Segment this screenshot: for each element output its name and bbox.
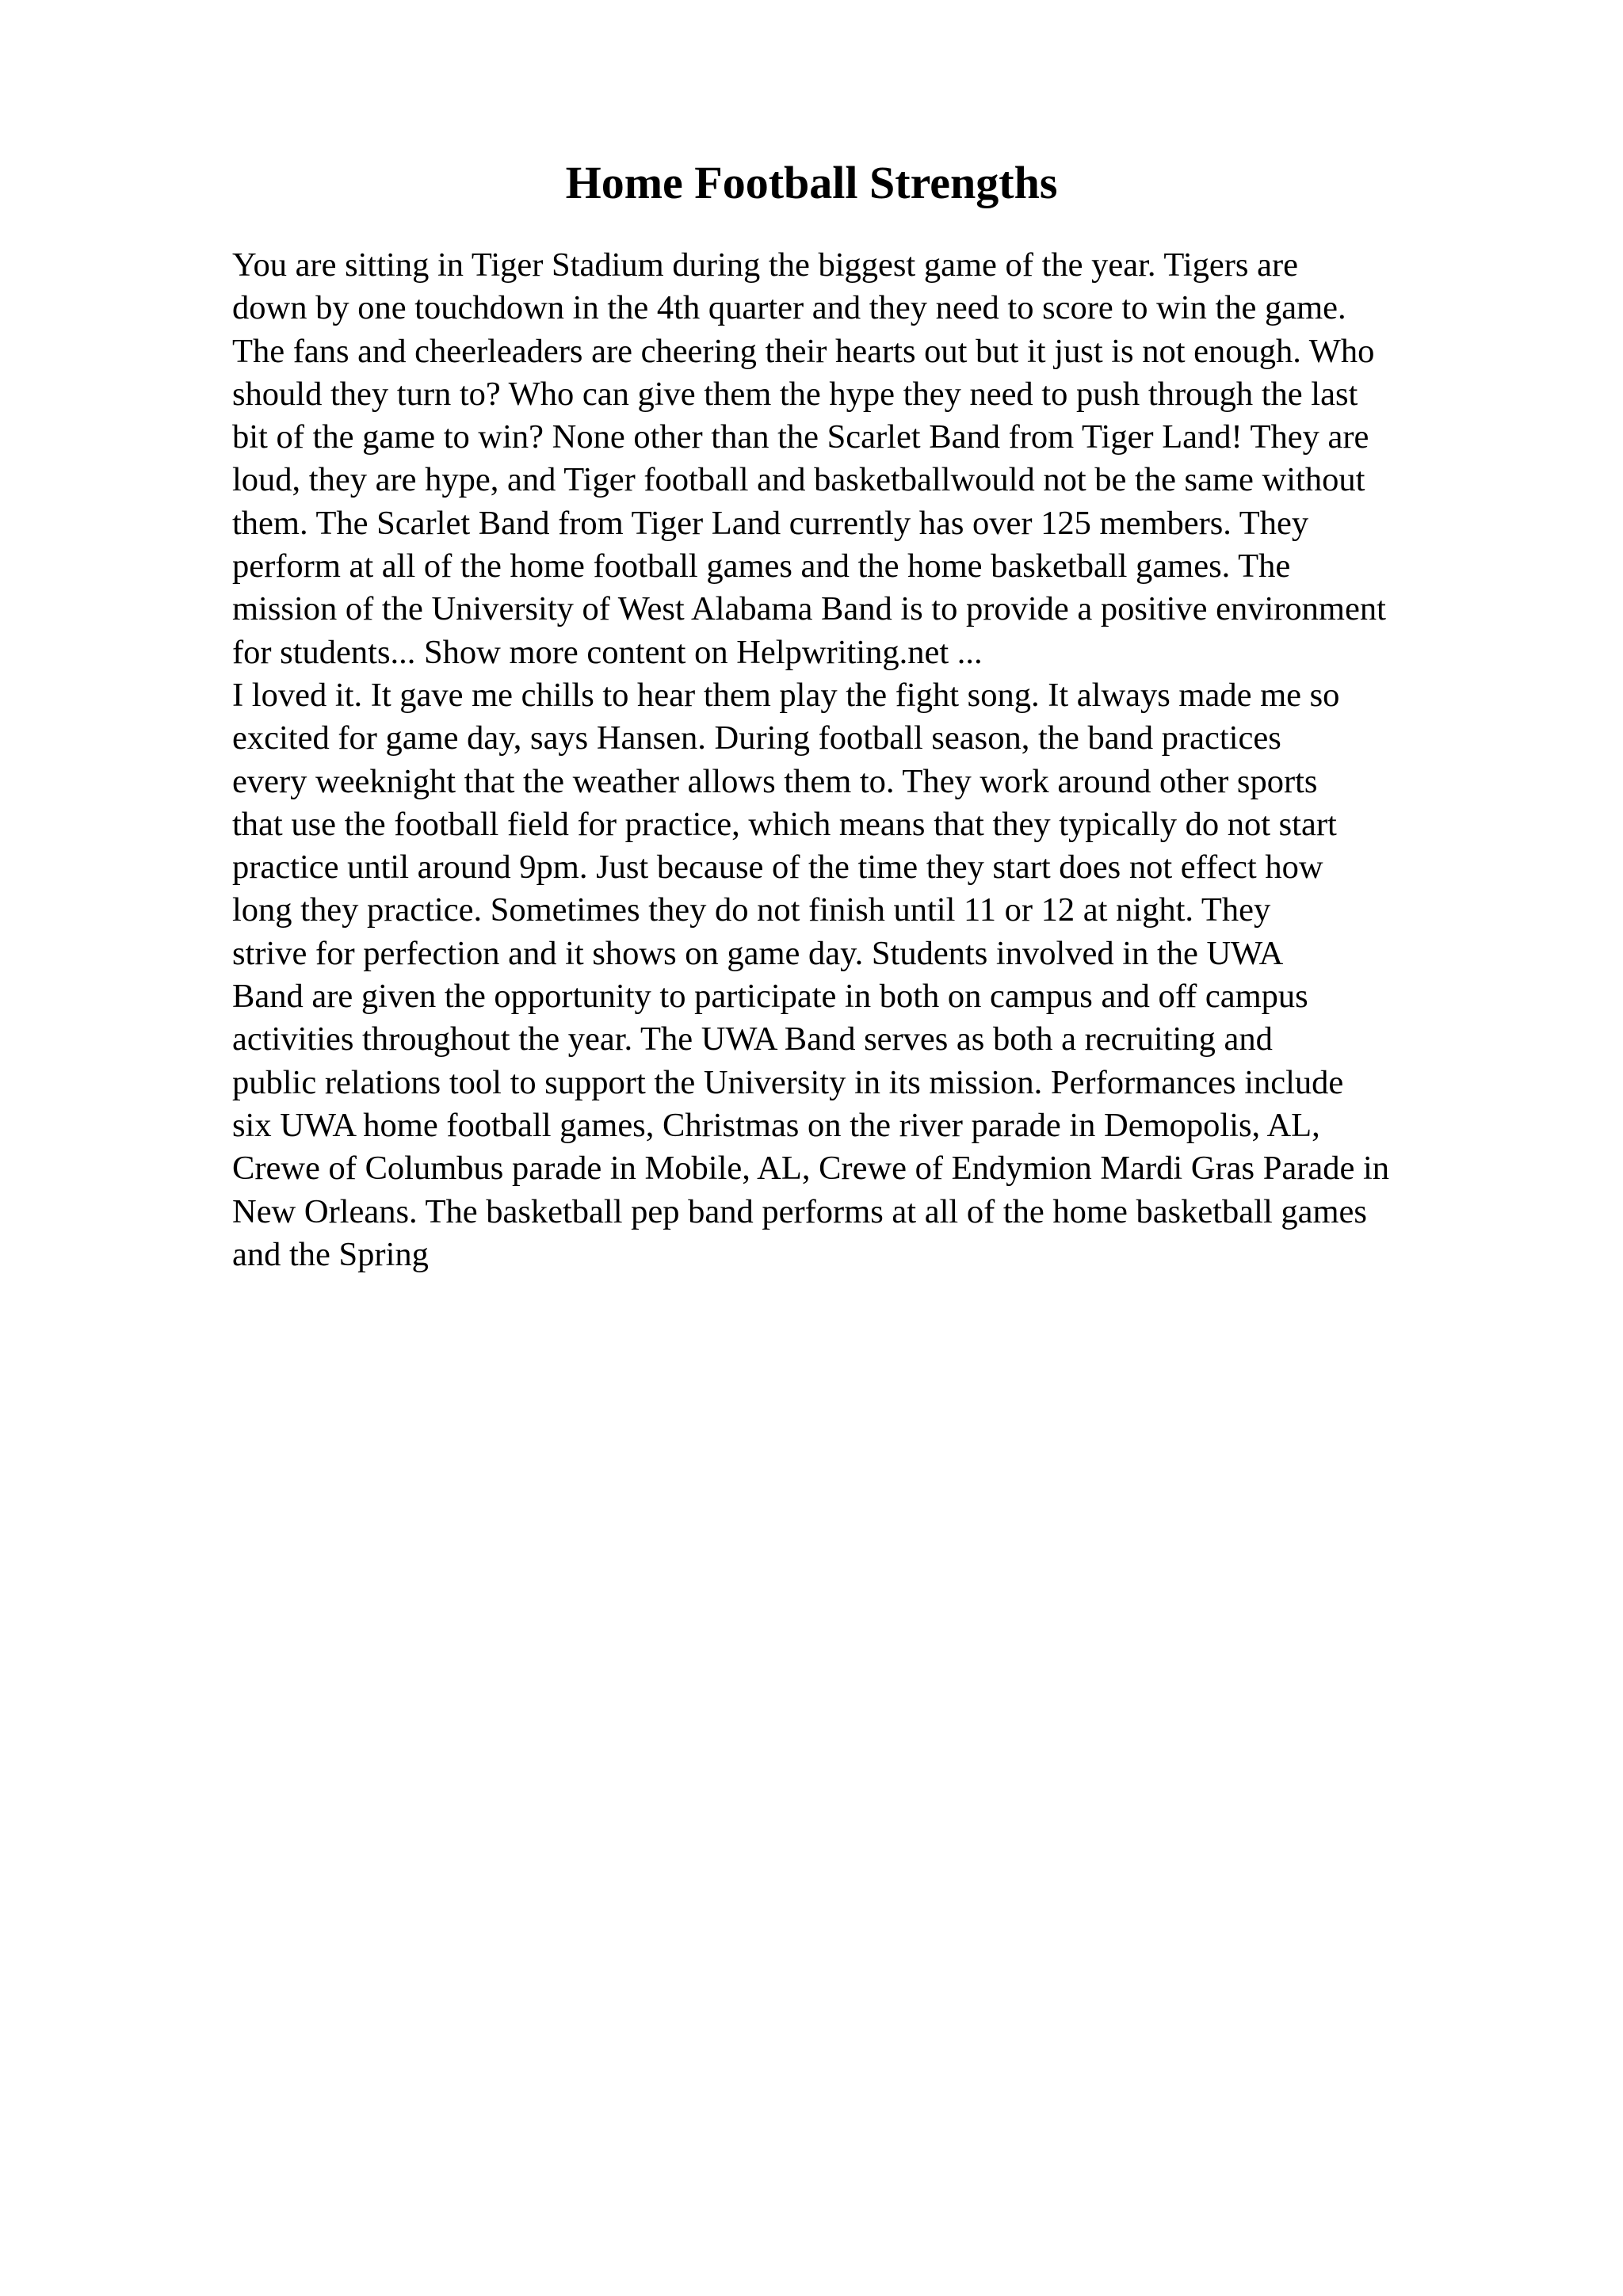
body-line: activities throughout the year. The UWA Band serves as both a recruiting and [232, 1020, 1273, 1058]
body-line: The fans and cheerleaders are cheering their hearts out but it just is not enough. Who [232, 332, 1375, 370]
body-line: public relations tool to support the University in its mission. Performances include [232, 1063, 1344, 1101]
body-line: Band are given the opportunity to participate in both on campus and off campus [232, 978, 1308, 1016]
body-line: I loved it. It gave me chills to hear them play the fight song. It always made me so [232, 676, 1340, 714]
body-line: loud, they are hype, and Tiger football and basketballwould not be the same without [232, 461, 1365, 499]
body-line: strive for perfection and it shows on game day. Students involved in the UWA [232, 934, 1284, 972]
document-title: Home Football Strengths [565, 157, 1058, 208]
body-line: excited for game day, says Hansen. During football season, the band practices [232, 719, 1281, 757]
body-line: down by one touchdown in the 4th quarter and they need to score to win the game. [232, 289, 1346, 327]
document-body [232, 244, 1532, 1276]
show-more-line: for students... Show more content on Helpwriting.net ... [232, 633, 983, 671]
body-line: New Orleans. The basketball pep band performs at all of the home basketball games [232, 1192, 1367, 1230]
body-line: bit of the game to win? None other than the Scarlet Band from Tiger Land! They are [232, 418, 1369, 456]
body-line: every weeknight that the weather allows them to. They work around other sports [232, 762, 1318, 800]
body-line: practice until around 9pm. Just because of the time they start does not effect how [232, 849, 1323, 887]
body-line: long they practice. Sometimes they do not finish until 11 or 12 at night. They [232, 891, 1271, 929]
body-line: should they turn to? Who can give them the hype they need to push through the last [232, 375, 1358, 413]
body-line: mission of the University of West Alabama Band is to provide a positive environment [232, 590, 1386, 628]
body-line: Crewe of Columbus parade in Mobile, AL, Crewe of Endymion Mardi Gras Parade in [232, 1150, 1390, 1188]
body-line: that use the football field for practice, which means that they typically do not start [232, 805, 1337, 843]
body-line: and the Spring [232, 1235, 429, 1273]
body-line: You are sitting in Tiger Stadium during the biggest game of the year. Tigers are [232, 246, 1298, 284]
body-line: six UWA home football games, Christmas on the river parade in Demopolis, AL, [232, 1106, 1320, 1144]
body-line: them. The Scarlet Band from Tiger Land currently has over 125 members. They [232, 504, 1309, 542]
body-line: perform at all of the home football games and the home basketball games. The [232, 547, 1291, 585]
